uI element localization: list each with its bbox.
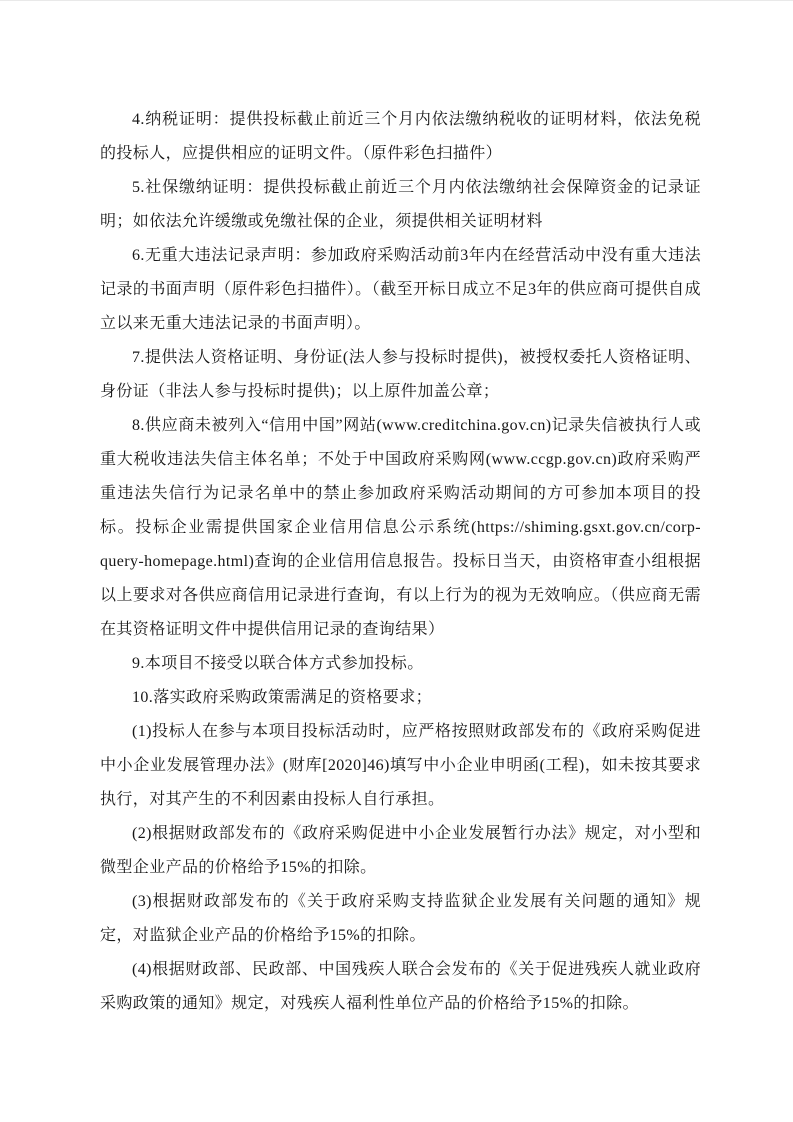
paragraph-10-4-disabled-welfare-deduction: (4)根据财政部、民政部、中国残疾人联合会发布的《关于促进残疾人就业政府采购政策的通知》规定，对残疾人福利性单位产品的价格给予15%的扣除。 <box>100 961 701 1012</box>
paragraph-7-legal-rep-credentials: 7.提供法人资格证明、身份证(法人参与投标时提供)，被授权委托人资格证明、身份证（非法人参与投标时提供)；以上原件加盖公章； <box>100 349 701 400</box>
paragraph-6-no-major-violation: 6.无重大违法记录声明：参加政府采购活动前3年内在经营活动中没有重大违法记录的书面声明（原件彩色扫描件）。（截至开标日成立不足3年的供应商可提供自成立以来无重大违法记录的书面声明）。 <box>100 247 701 332</box>
paragraph-5-social-insurance: 5.社保缴纳证明：提供投标截止前近三个月内依法缴纳社会保障资金的记录证明；如依法允许缓缴或免缴社保的企业，须提供相关证明材料 <box>100 179 701 230</box>
paragraph-10-3-prison-enterprise-deduction: (3)根据财政部发布的《关于政府采购支持监狱企业发展有关问题的通知》规定，对监狱企业产品的价格给予15%的扣除。 <box>100 893 701 944</box>
document-body <box>100 103 701 1021</box>
paragraph-4-tax-certificate: 4.纳税证明：提供投标截止前近三个月内依法缴纳税收的证明材料，依法免税的投标人，应提供相应的证明文件。（原件彩色扫描件） <box>100 111 701 162</box>
paragraph-10-policy-requirements: 10.落实政府采购政策需满足的资格要求； <box>132 689 433 706</box>
paragraph-10-2-small-micro-deduction: (2)根据财政部发布的《政府采购促进中小企业发展暂行办法》规定，对小型和微型企业产品的价格给予15%的扣除。 <box>100 825 701 876</box>
paragraph-10-1-sme-declaration: (1)投标人在参与本项目投标活动时，应严格按照财政部发布的《政府采购促进中小企业发展管理办法》(财库[2020]46)填写中小企业申明函(工程)，如未按其要求执行，对其产生的不利因素由投标人自行承担。 <box>100 723 701 808</box>
paragraph-8-credit-record-check: 8.供应商未被列入“信用中国”网站(www.creditchina.gov.cn)记录失信被执行人或重大税收违法失信主体名单；不处于中国政府采购网(www.ccgp.gov.cn)政府采购严重违法失信行为记录名单中的禁止参加政府采购活动期间的方可参加本项目的投标。投标企业需提供国家企业信用信息公示系统(https://shiming.gsxt.gov.cn/corp-query-homepage.html)查询的企业信用信息报告。投标日当天，由资格审查小组根据以上要求对各供应商信用记录进行查询，有以上行为的视为无效响应。（供应商无需在其资格证明文件中提供信用记录的查询结果） <box>100 417 701 638</box>
paragraph-9-no-consortium: 9.本项目不接受以联合体方式参加投标。 <box>132 655 424 672</box>
